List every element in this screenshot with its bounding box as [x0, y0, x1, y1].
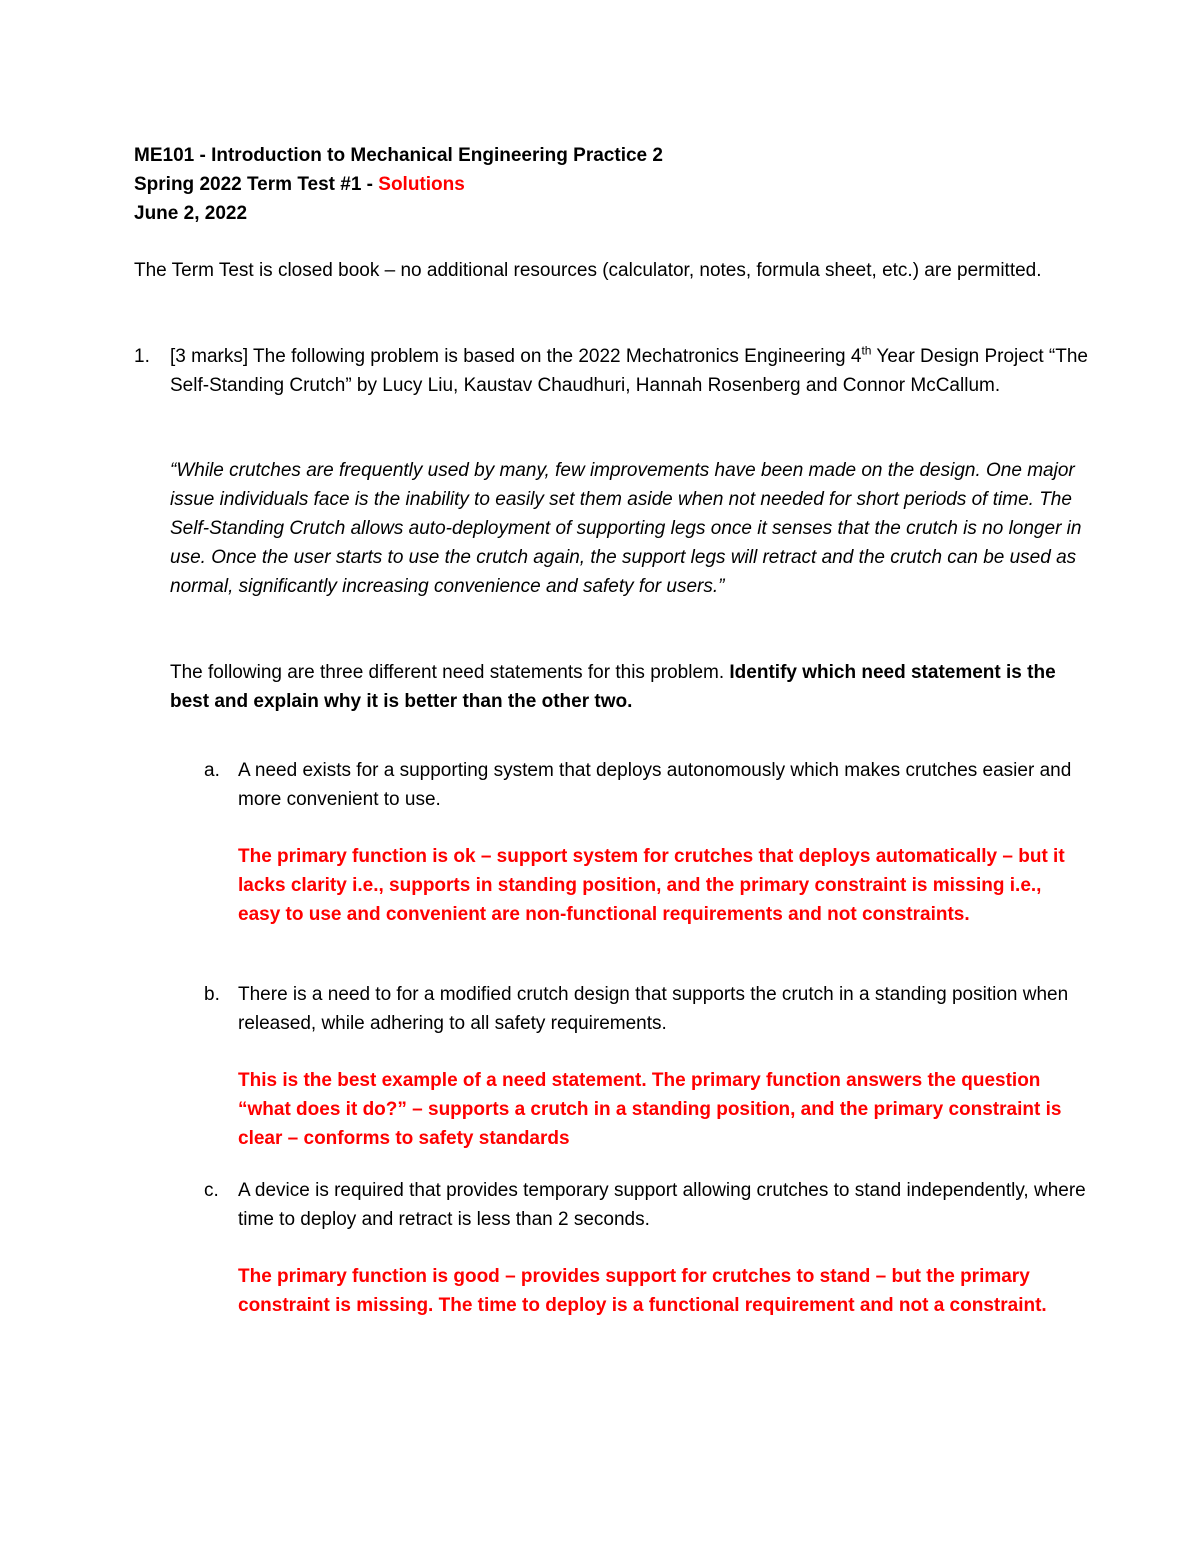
document-header [134, 141, 1094, 228]
answer-text: The primary function is good – provides support for crutches to stand – but the primary constraint is missing. The time to deploy is a functional requirement and not a constraint. [238, 1266, 1047, 1316]
test-date: June 2, 2022 [134, 203, 248, 224]
option-letter: c. [204, 1180, 219, 1201]
answer-highlight: This is the best example of a need statement. [238, 1070, 647, 1091]
test-title [134, 170, 1094, 199]
answer-b [238, 1066, 1088, 1153]
option-letter: a. [204, 760, 220, 781]
test-title-text: Spring 2022 Term Test #1 - [134, 174, 379, 195]
question-1-text-a: [3 marks] The following problem is based on the 2022 Mechatronics Engineering 4 [170, 346, 862, 367]
prompt-instruction: Identify which need statement is the best and explain why it is better than the other two. [170, 662, 1056, 712]
answer-a [238, 842, 1088, 929]
option-b [204, 980, 1084, 1038]
ordinal-superscript: th [861, 343, 872, 358]
option-text: A device is required that provides temporary support allowing crutches to stand independently, where time to deploy and retract is less than 2 seconds. [238, 1180, 1086, 1230]
answer-text: The primary function is ok – support system for crutches that deploys automatically – but it lacks clarity i.e., supports in standing position, and the primary constraint is missing i.e., easy to use and convenient are non-functional requirements and not constraints. [238, 846, 1065, 925]
option-c [204, 1176, 1084, 1234]
option-text: A need exists for a supporting system that deploys autonomously which makes crutches easier and more convenient to use. [238, 760, 1072, 810]
course-title: ME101 - Introduction to Mechanical Engineering Practice 2 [134, 145, 663, 166]
answer-c [238, 1262, 1088, 1320]
question-number: 1. [134, 346, 150, 367]
answer-text: The primary function answers the question “what does it do?” – supports a crutch in a standing position, and the primary constraint is clear – conforms to safety standards [238, 1070, 1062, 1149]
question-1-text-b: Year Design Project “The Self-Standing Crutch” by Lucy Liu, Kaustav Chaudhuri, Hannah Rosenberg and Connor McCallum. [170, 346, 1088, 396]
question-prompt [170, 658, 1090, 716]
solutions-label: Solutions [378, 174, 465, 195]
intro-paragraph: The Term Test is closed book – no additional resources (calculator, notes, formula sheet, etc.) are permitted. [134, 260, 1042, 281]
option-a [204, 756, 1084, 814]
option-letter: b. [204, 984, 220, 1005]
question-1 [134, 342, 1094, 400]
project-quote: “While crutches are frequently used by many, few improvements have been made on the design. One major issue individuals face is the inability to easily set them aside when not needed for short periods of time. The Self-Standing Crutch allows auto-deployment of supporting legs once it senses that the crutch is no longer in use. Once the user starts to use the crutch again, the support legs will retract and the crutch can be used as normal, significantly increasing convenience and safety for users.” [170, 460, 1082, 597]
prompt-text: The following are three different need statements for this problem. [170, 662, 730, 683]
question-1-statement [170, 342, 1090, 400]
option-text: There is a need to for a modified crutch design that supports the crutch in a standing position when released, while adhering to all safety requirements. [238, 984, 1069, 1034]
